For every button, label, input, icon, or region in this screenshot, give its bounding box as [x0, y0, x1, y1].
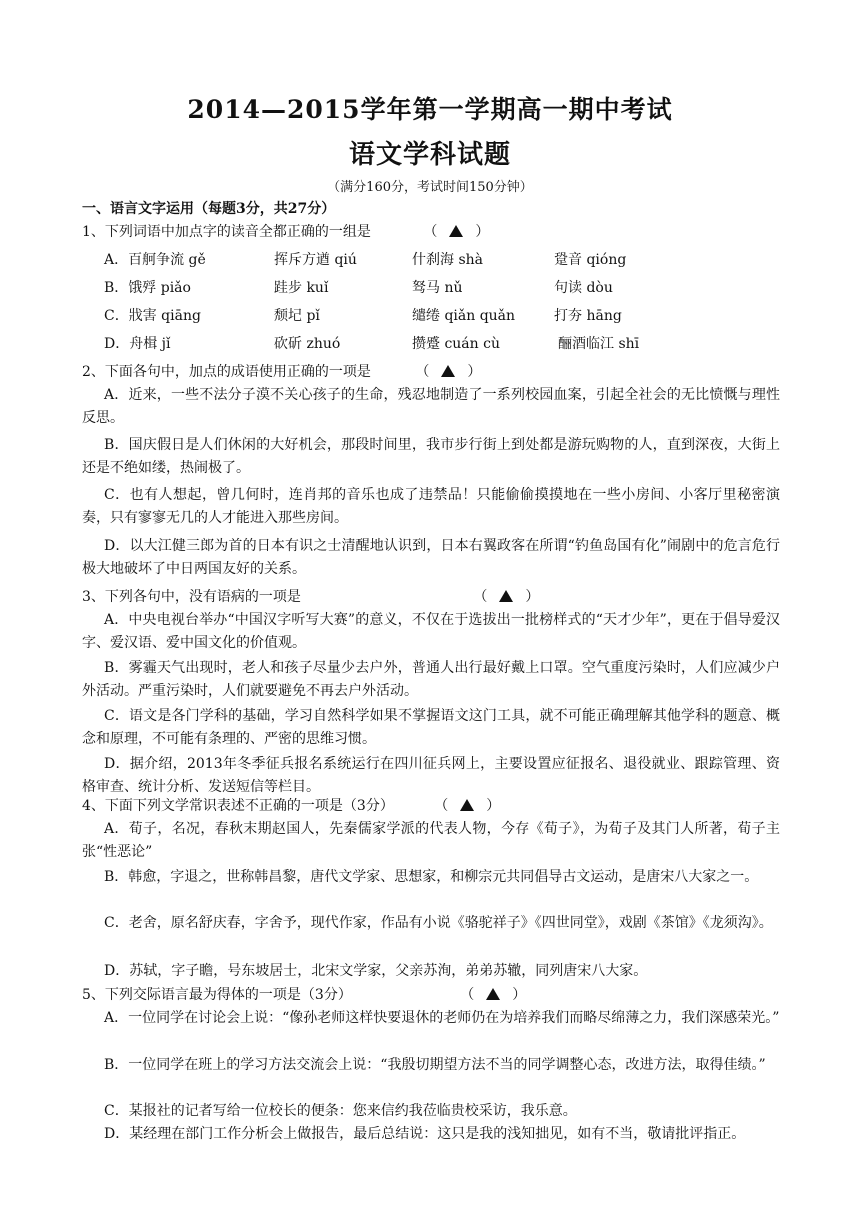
question-2-stem — [82, 361, 481, 381]
answer-blank: （ ） — [415, 364, 482, 380]
answer-blank: （ ） — [434, 798, 501, 814]
triangle-icon — [449, 225, 463, 237]
option-cell: D．舟楫 jǐ — [104, 336, 171, 352]
question-2-text: 2、下面各句中，加点的成语使用正确的一项是 — [82, 364, 371, 380]
question-4-option-d: D．苏轼，字子瞻，号东坡居士，北宋文学家，父亲苏洵，弟弟苏辙，同列唐宋八大家。 — [104, 963, 648, 979]
question-1-text: 1、下列词语中加点字的读音全都正确的一组是 — [82, 224, 371, 240]
triangle-icon — [460, 799, 474, 811]
option-cell: 跫音 qióng — [554, 252, 627, 268]
option-cell: 什刹海 shà — [412, 252, 483, 268]
answer-blank: （ ） — [423, 224, 490, 240]
option-cell: 攒蹙 cuán cù — [412, 336, 500, 352]
score-time-note: （满分160分，考试时间150分钟） — [327, 180, 533, 195]
triangle-icon — [441, 365, 455, 377]
question-2-option-a: A．近来，一些不法分子漠不关心孩子的生命，残忍地制造了一系列校园血案，引起全社会的无比愤慨与理性反思。 — [82, 387, 780, 426]
answer-blank: （ ） — [473, 589, 540, 605]
question-5-text: 5、下列交际语言最为得体的一项是（3分） — [82, 987, 352, 1003]
exam-title: 2014—2015学年第一学期高一期中考试 — [187, 95, 673, 124]
question-4-option-a: A．荀子，名况，春秋末期赵国人，先秦儒家学派的代表人物，今存《荀子》，为荀子及其门人所著，荀子主张“性恶论” — [82, 821, 780, 860]
option-cell: 砍斫 zhuó — [274, 336, 341, 352]
section-heading: 一、语言文字运用（每题3分，共27分） — [82, 201, 336, 217]
question-4-text: 4、下面下列文学常识表述不正确的一项是（3分） — [82, 798, 394, 814]
question-2-option-d: D．以大江健三郎为首的日本有识之士清醒地认识到，日本右翼政客在所谓“钓鱼岛国有化”闹剧中的危言危行极大地破坏了中日两国友好的关系。 — [82, 538, 780, 577]
question-3-option-b: B．雾霾天气出现时，老人和孩子尽量少去户外，普通人出行最好戴上口罩。空气重度污染时，人们应减少户外活动。严重污染时，人们就要避免不再去户外活动。 — [82, 660, 780, 699]
option-cell: A．百舸争流 gě — [104, 252, 206, 268]
option-cell: C．戕害 qiāng — [104, 308, 201, 324]
option-cell: 酾酒临江 shī — [558, 336, 640, 352]
question-3-option-a: A．中央电视台举办“中国汉字听写大赛”的意义，不仅在于选拔出一批榜样式的“天才少年”，更在于倡导爱汉字、爱汉语、爱中国文化的价值观。 — [82, 612, 780, 651]
option-cell: 缱绻 qiǎn quǎn — [412, 308, 516, 324]
option-cell: B．饿殍 piǎo — [104, 280, 191, 296]
option-cell: 颓圮 pǐ — [274, 308, 320, 324]
question-4-option-b: B．韩愈，字退之，世称韩昌黎，唐代文学家、思想家，和柳宗元共同倡导古文运动，是唐宋八大家之一。 — [104, 869, 759, 885]
question-4-option-c: C．老舍，原名舒庆春，字舍予，现代作家，作品有小说《骆驼祥子》《四世同堂》，戏剧《茶馆》《龙须沟》。 — [104, 915, 773, 931]
answer-blank: （ ） — [460, 987, 527, 1003]
option-cell: 跬步 kuǐ — [274, 280, 329, 296]
option-cell: 句读 dòu — [554, 280, 613, 296]
question-1-stem — [82, 221, 489, 241]
question-2-option-c: C．也有人想起，曾几何时，连肖邦的音乐也成了违禁品！只能偷偷摸摸地在一些小房间、小客厅里秘密演奏，只有寥寥无几的人才能进入那些房间。 — [82, 487, 780, 526]
option-cell: 挥斥方遒 qiú — [274, 252, 357, 268]
subject-title: 语文学科试题 — [348, 140, 511, 170]
question-3-text: 3、下列各句中，没有语病的一项是 — [82, 589, 301, 605]
question-5-option-b: B．一位同学在班上的学习方法交流会上说：“我殷切期望方法不当的同学调整心态，改进方法，取得佳绩。” — [104, 1057, 766, 1073]
question-5-option-c: C．某报社的记者写给一位校长的便条：您来信约我莅临贵校采访，我乐意。 — [104, 1103, 577, 1119]
triangle-icon — [499, 590, 513, 602]
question-4-stem — [82, 795, 500, 815]
question-5-option-d: D．某经理在部门工作分析会上做报告，最后总结说：这只是我的浅知拙见，如有不当，敬请批评指正。 — [104, 1126, 746, 1142]
question-3-option-c: C．语文是各门学科的基础，学习自然科学如果不掌握语文这门工具，就不可能正确理解其他学科的题意、概念和原理，不可能有条理的、严密的思维习惯。 — [82, 708, 780, 747]
question-5-stem — [82, 984, 526, 1004]
question-2-option-b: B．国庆假日是人们休闲的大好机会，那段时间里，我市步行街上到处都是游玩购物的人，直到深夜，大街上还是不绝如缕，热闹极了。 — [82, 437, 780, 476]
question-3-option-d: D．据介绍，2013年冬季征兵报名系统运行在四川征兵网上，主要设置应征报名、退役就业、跟踪管理、资格审查、统计分析、发送短信等栏目。 — [82, 756, 780, 795]
option-cell: 打夯 hāng — [554, 308, 622, 324]
triangle-icon — [486, 988, 500, 1000]
question-5-option-a: A．一位同学在讨论会上说：“像孙老师这样快要退休的老师仍在为培养我们而略尽绵薄之力，我们深感荣光。” — [104, 1010, 780, 1026]
question-3-stem — [82, 586, 539, 606]
option-cell: 驽马 nǔ — [412, 280, 463, 296]
